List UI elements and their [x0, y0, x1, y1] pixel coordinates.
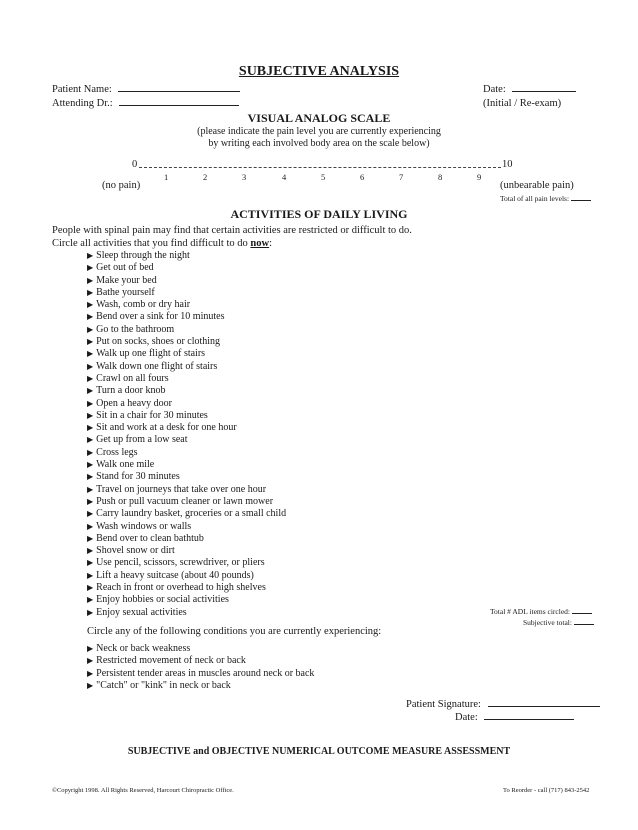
adl-total-field[interactable]	[572, 612, 592, 614]
bullet-arrow-icon: ▶	[87, 398, 94, 408]
bullet-arrow-icon: ▶	[87, 472, 94, 482]
vas-tick-3: 3	[242, 172, 247, 182]
vas-tick-2: 2	[203, 172, 208, 182]
adl-item[interactable]	[87, 582, 286, 594]
condition-item-label: Persistent tender areas in muscles around neck or back	[96, 667, 315, 679]
adl-item[interactable]	[87, 385, 286, 397]
bullet-arrow-icon: ▶	[87, 361, 94, 371]
copyright-text: ©Copyright 1998. All Rights Reserved, Harcourt Chiropractic Office.	[52, 787, 234, 794]
adl-list	[87, 250, 286, 619]
vas-scale-line[interactable]	[139, 167, 501, 168]
adl-item[interactable]	[87, 594, 286, 606]
conditions-list	[87, 643, 314, 692]
attending-label: Attending Dr.:	[52, 98, 113, 109]
vas-max-label: 10	[502, 159, 513, 170]
condition-item-label: Restricted movement of neck or back	[96, 655, 246, 667]
adl-intro-1: People with spinal pain may find that certain activities are restricted or difficult to do.	[52, 225, 412, 236]
bullet-arrow-icon: ▶	[87, 644, 94, 653]
footer-heading: SUBJECTIVE and OBJECTIVE NUMERICAL OUTCOME MEASURE ASSESSMENT	[127, 746, 511, 757]
vas-instruction-2: by writing each involved body area on the scale below)	[208, 138, 430, 149]
signature-row	[406, 699, 600, 710]
adl-item-label: Crawl on all fours	[96, 372, 169, 384]
bullet-arrow-icon: ▶	[87, 484, 94, 494]
vas-instruction-1: (please indicate the pain level you are currently experiencing	[197, 126, 441, 137]
adl-item[interactable]	[87, 607, 286, 619]
adl-item[interactable]	[87, 471, 286, 483]
adl-item-label: Enjoy hobbies or social activities	[96, 594, 229, 606]
adl-item[interactable]	[87, 459, 286, 471]
bullet-arrow-icon: ▶	[87, 680, 94, 690]
adl-item[interactable]	[87, 275, 286, 287]
adl-item[interactable]	[87, 311, 286, 323]
vas-tick-9: 9	[477, 172, 482, 182]
adl-item[interactable]	[87, 287, 286, 299]
bullet-arrow-icon: ▶	[87, 447, 94, 457]
date-row	[483, 84, 576, 95]
vas-min-label: 0	[132, 159, 138, 170]
adl-item-label: Lift a heavy suitcase (about 40 pounds)	[96, 569, 254, 581]
attending-row	[52, 98, 239, 109]
adl-item-label: Enjoy sexual activities	[96, 606, 187, 618]
adl-intro-2-prefix: Circle all activities that you find difficult to do	[52, 238, 251, 249]
bullet-arrow-icon: ▶	[87, 349, 94, 359]
bullet-arrow-icon: ▶	[87, 386, 94, 396]
adl-item[interactable]	[87, 398, 286, 410]
adl-item[interactable]	[87, 299, 286, 311]
pain-total-field[interactable]	[571, 199, 591, 201]
vas-tick-5: 5	[321, 172, 326, 182]
vas-high-caption: (unbearable pain)	[500, 180, 574, 191]
bullet-arrow-icon: ▶	[87, 533, 94, 543]
bullet-arrow-icon: ▶	[87, 546, 94, 556]
bullet-arrow-icon: ▶	[87, 423, 94, 433]
adl-item[interactable]	[87, 262, 286, 274]
adl-item[interactable]	[87, 447, 286, 459]
bullet-arrow-icon: ▶	[87, 435, 94, 445]
bullet-arrow-icon: ▶	[87, 410, 94, 420]
bullet-arrow-icon: ▶	[87, 300, 94, 310]
vas-tick-7: 7	[399, 172, 404, 182]
signature-date-row	[455, 712, 574, 723]
adl-item-label: Bend over a sink for 10 minutes	[96, 311, 225, 323]
bullet-arrow-icon: ▶	[87, 460, 94, 470]
date-field[interactable]	[512, 90, 576, 92]
exam-type[interactable]: (Initial / Re-exam)	[483, 98, 562, 109]
reorder-text: To Reorder - call (717) 843-2542	[503, 787, 590, 794]
adl-item-label: Use pencil, scissors, screwdriver, or pliers	[96, 557, 265, 569]
adl-item-label: Go to the bathroom	[96, 323, 175, 335]
adl-item-label: Sit in a chair for 30 minutes	[96, 409, 208, 421]
adl-item-label: Walk one mile	[96, 459, 155, 471]
adl-item[interactable]	[87, 570, 286, 582]
adl-total-label: Total # ADL items circled:	[490, 607, 571, 616]
adl-intro-2	[52, 238, 272, 249]
adl-item[interactable]	[87, 250, 286, 262]
bullet-arrow-icon: ▶	[87, 668, 94, 678]
signature-date-label: Date:	[455, 712, 478, 723]
signature-field[interactable]	[488, 705, 600, 707]
patient-name-label: Patient Name:	[52, 84, 112, 95]
bullet-arrow-icon: ▶	[87, 509, 94, 519]
adl-item-label: Make your bed	[96, 274, 157, 286]
bullet-arrow-icon: ▶	[87, 583, 94, 593]
vas-tick-6: 6	[360, 172, 365, 182]
bullet-arrow-icon: ▶	[87, 496, 94, 506]
condition-item[interactable]	[87, 655, 314, 667]
vas-tick-4: 4	[282, 172, 287, 182]
bullet-arrow-icon: ▶	[87, 373, 94, 383]
patient-name-field[interactable]	[118, 90, 240, 92]
adl-heading: ACTIVITIES OF DAILY LIVING	[230, 207, 408, 221]
adl-item[interactable]	[87, 373, 286, 385]
bullet-arrow-icon: ▶	[87, 656, 94, 666]
bullet-arrow-icon: ▶	[87, 275, 94, 285]
adl-item-label: Wash, comb or dry hair	[96, 299, 191, 311]
adl-item-label: Put on socks, shoes or clothing	[96, 336, 221, 348]
adl-item[interactable]	[87, 324, 286, 336]
bullet-arrow-icon: ▶	[87, 558, 94, 568]
adl-item[interactable]	[87, 434, 286, 446]
adl-item-label: Shovel snow or dirt	[96, 545, 175, 557]
vas-low-caption: (no pain)	[102, 180, 141, 191]
adl-item-label: Bend over to clean bathtub	[96, 532, 204, 544]
pain-total-label: Total of all pain levels:	[500, 194, 570, 203]
subjective-total-label: Subjective total:	[523, 618, 572, 627]
adl-item-label: Bathe yourself	[96, 286, 155, 298]
adl-item-label: Walk down one flight of stairs	[96, 360, 218, 372]
adl-item-label: Open a heavy door	[96, 397, 172, 409]
adl-total-row	[490, 607, 592, 616]
subjective-total-row	[523, 618, 594, 627]
adl-item-label: Turn a door knob	[96, 385, 166, 397]
conditions-intro: Circle any of the following conditions you are currently experiencing:	[87, 626, 382, 637]
date-label: Date:	[483, 84, 506, 95]
adl-intro-2-emphasis: now	[250, 238, 270, 249]
bullet-arrow-icon: ▶	[87, 337, 94, 347]
bullet-arrow-icon: ▶	[87, 595, 94, 605]
pain-total-row	[500, 194, 591, 203]
bullet-arrow-icon: ▶	[87, 607, 94, 617]
vas-heading: VISUAL ANALOG SCALE	[247, 111, 391, 125]
adl-item[interactable]	[87, 557, 286, 569]
adl-item-label: Reach in front or overhead to high shelves	[96, 582, 266, 594]
signature-date-field[interactable]	[484, 718, 574, 720]
signature-label: Patient Signature:	[406, 699, 481, 710]
adl-item-label: Stand for 30 minutes	[96, 471, 180, 483]
adl-item[interactable]	[87, 361, 286, 373]
bullet-arrow-icon: ▶	[87, 521, 94, 531]
patient-name-row	[52, 84, 240, 95]
adl-item[interactable]	[87, 422, 286, 434]
bullet-arrow-icon: ▶	[87, 324, 94, 334]
bullet-arrow-icon: ▶	[87, 312, 94, 322]
bullet-arrow-icon: ▶	[87, 287, 94, 297]
page-title: SUBJECTIVE ANALYSIS	[238, 64, 400, 79]
bullet-arrow-icon: ▶	[87, 570, 94, 580]
subjective-total-field[interactable]	[574, 623, 594, 625]
adl-item[interactable]	[87, 508, 286, 520]
adl-item-label: Cross legs	[96, 446, 138, 458]
adl-item[interactable]	[87, 521, 286, 533]
vas-tick-8: 8	[438, 172, 443, 182]
adl-intro-2-suffix: :	[269, 238, 272, 249]
adl-item-label: Sit and work at a desk for one hour	[96, 422, 237, 434]
adl-item-label: Wash windows or walls	[96, 520, 192, 532]
adl-item-label: Travel on journeys that take over one hour	[96, 483, 267, 495]
adl-item[interactable]	[87, 410, 286, 422]
bullet-arrow-icon: ▶	[87, 251, 94, 260]
condition-item[interactable]	[87, 680, 314, 692]
adl-item[interactable]	[87, 496, 286, 508]
adl-item[interactable]	[87, 336, 286, 348]
condition-item-label: Neck or back weakness	[96, 643, 191, 654]
vas-tick-1: 1	[164, 172, 169, 182]
adl-item-label: Push or pull vacuum cleaner or lawn mower	[96, 495, 274, 507]
adl-item-label: Get out of bed	[96, 262, 154, 274]
adl-item-label: Get up from a low seat	[96, 434, 188, 446]
adl-item-label: Walk up one flight of stairs	[96, 348, 206, 360]
bullet-arrow-icon: ▶	[87, 263, 94, 273]
attending-field[interactable]	[119, 104, 239, 106]
adl-item-label: Sleep through the night	[96, 250, 190, 261]
condition-item[interactable]	[87, 668, 314, 680]
adl-item[interactable]	[87, 545, 286, 557]
adl-item[interactable]	[87, 348, 286, 360]
condition-item[interactable]	[87, 643, 314, 655]
condition-item-label: "Catch" or "kink" in neck or back	[96, 679, 231, 691]
adl-item[interactable]	[87, 533, 286, 545]
adl-item[interactable]	[87, 484, 286, 496]
adl-item-label: Carry laundry basket, groceries or a small child	[96, 508, 287, 520]
